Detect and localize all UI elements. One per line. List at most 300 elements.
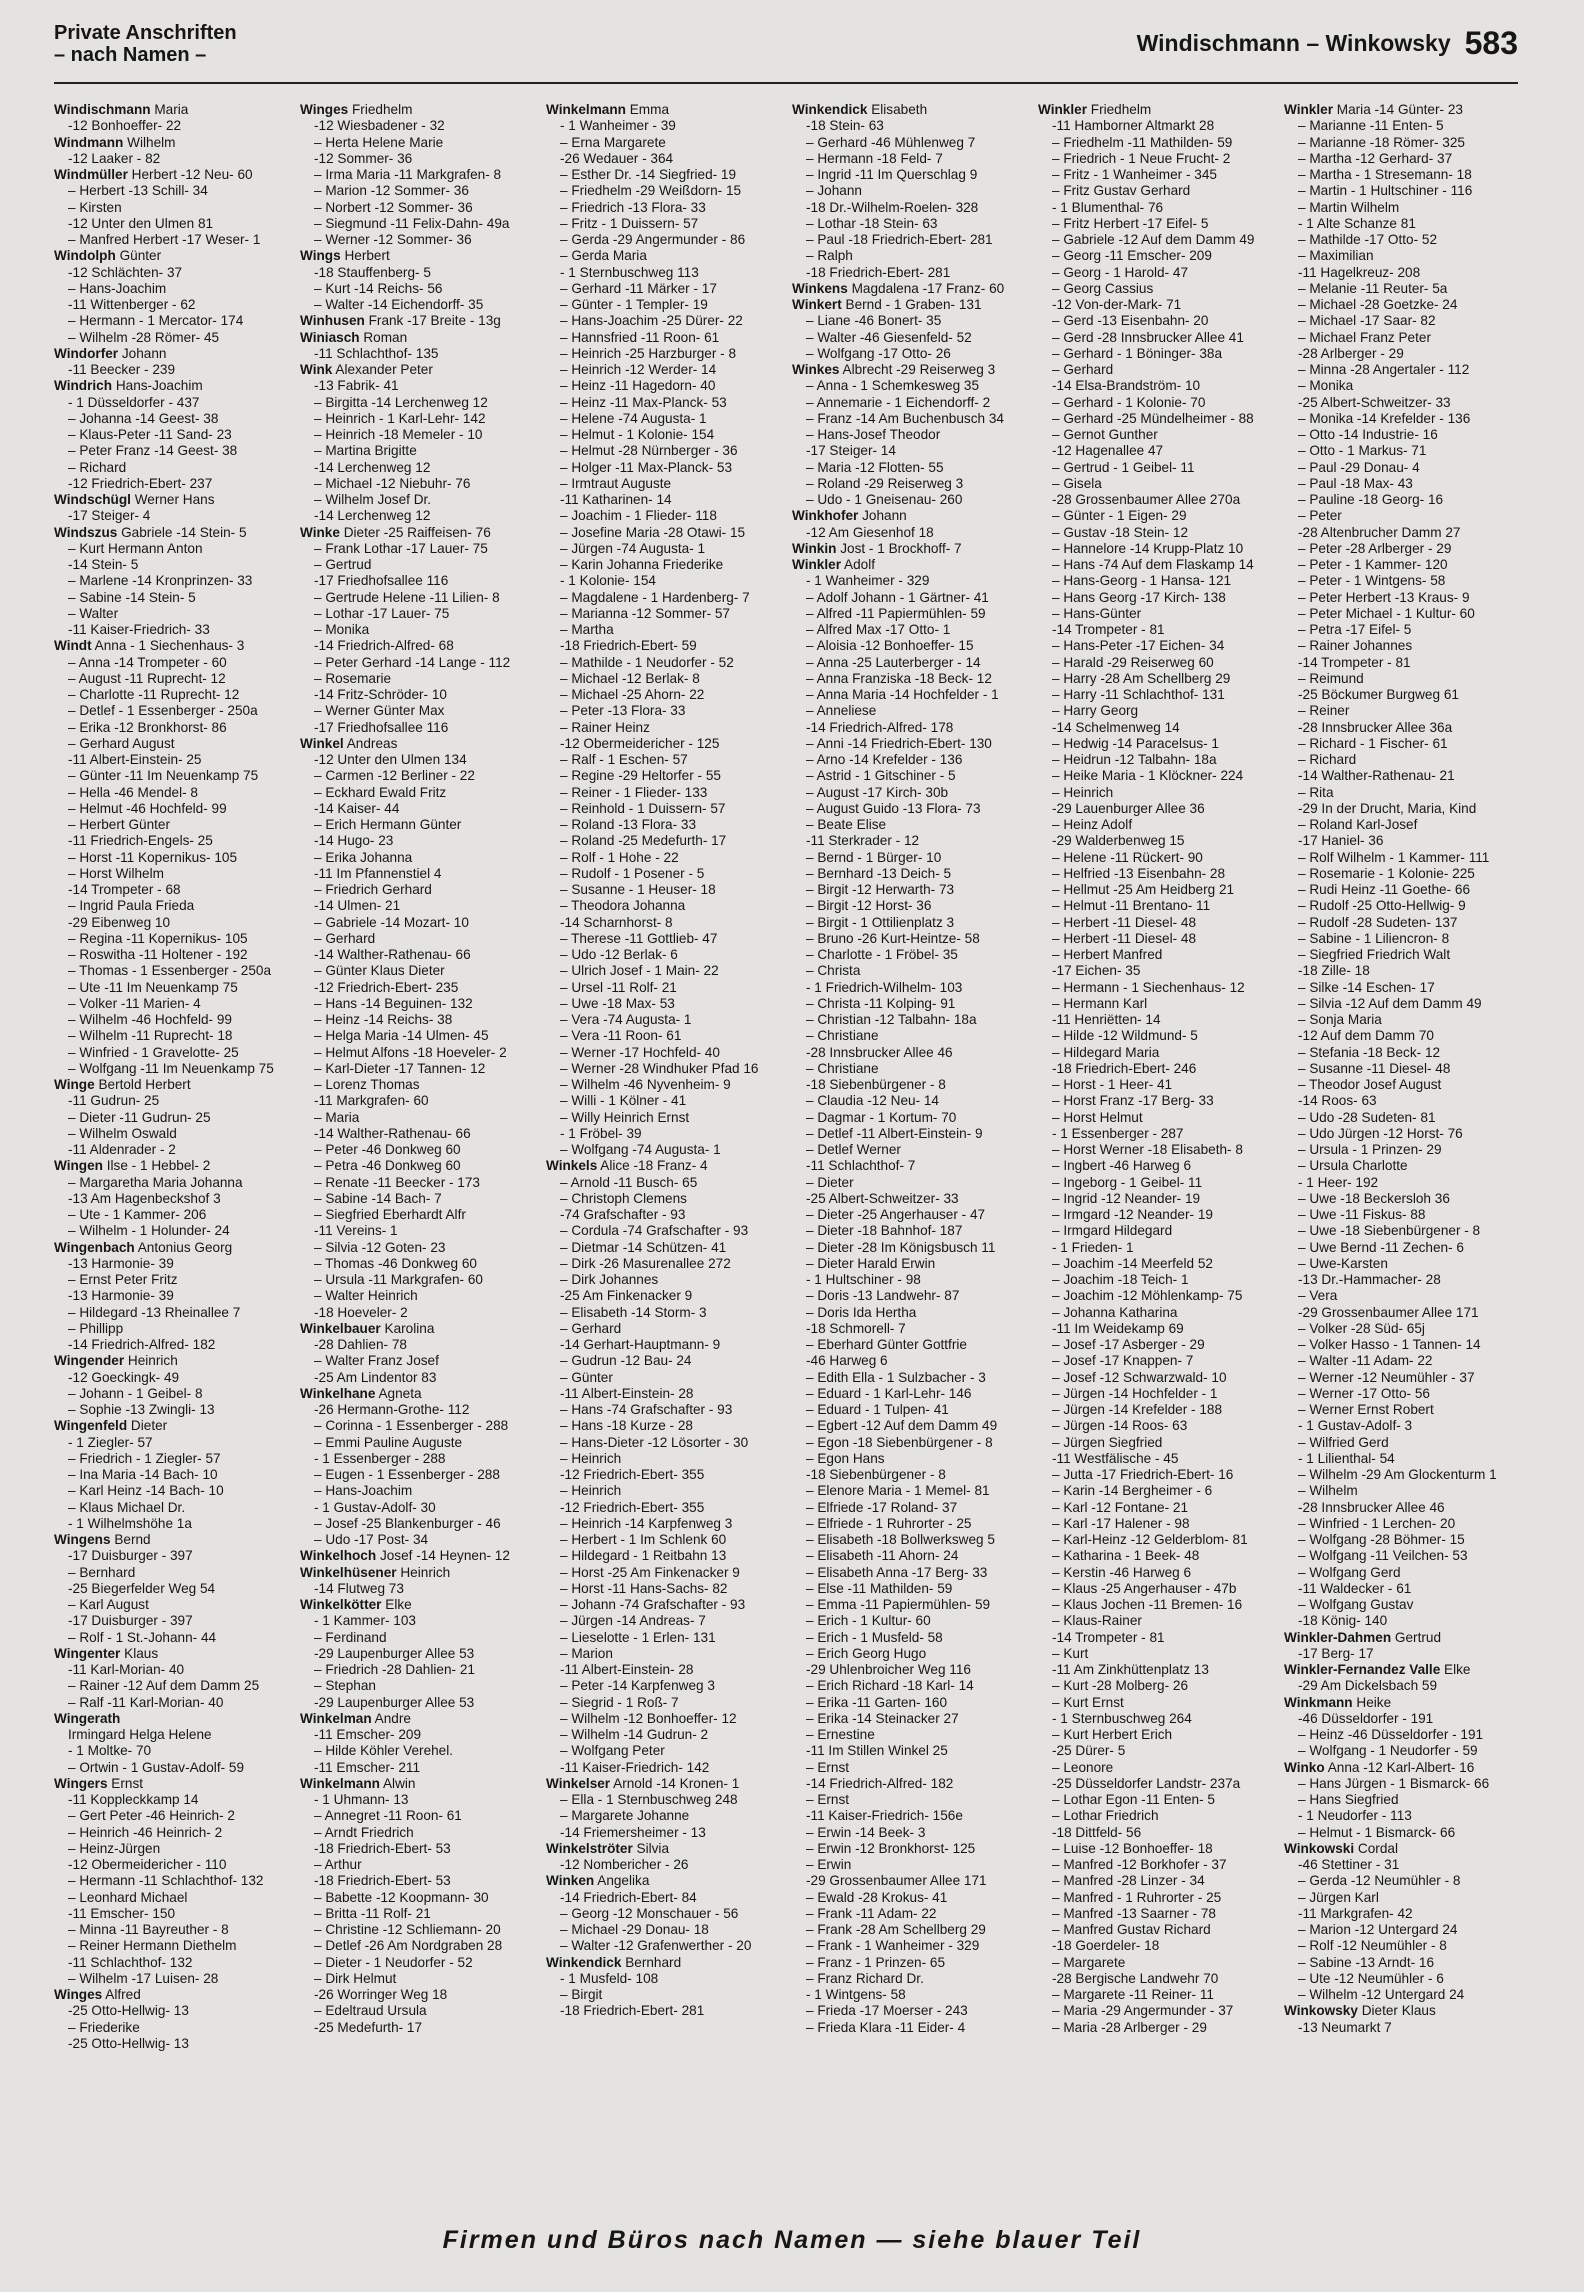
entry-text: Elisabeth bbox=[871, 102, 928, 117]
directory-entry-line bbox=[1284, 281, 1518, 297]
directory-entry-line bbox=[300, 492, 538, 508]
directory-entry-surname bbox=[54, 1711, 292, 1727]
entry-text: Johann bbox=[862, 508, 907, 524]
directory-entry-line bbox=[54, 232, 292, 248]
entry-text: – Wolfgang -11 Veilchen- 53 bbox=[1298, 1548, 1468, 1564]
entry-text: – Volker Hasso - 1 Tannen- 14 bbox=[1298, 1337, 1481, 1352]
directory-entry-line bbox=[54, 687, 292, 703]
entry-text: – Emmi Pauline Auguste bbox=[314, 1434, 463, 1450]
directory-entry-line bbox=[1038, 1711, 1276, 1727]
entry-text: -11 Kaiser-Friedrich- 142 bbox=[560, 1759, 710, 1775]
entry-text: – Gerda -12 Neumühler - 8 bbox=[1298, 1873, 1461, 1889]
directory-entry-line bbox=[54, 1808, 292, 1824]
entry-text: – Sabine -14 Stein- 5 bbox=[68, 589, 196, 605]
directory-entry-line bbox=[792, 167, 1030, 183]
entry-text: – Babette -12 Koopmann- 30 bbox=[314, 1889, 489, 1905]
entry-text: – Rolf - 1 St.-Johann- 44 bbox=[68, 1629, 217, 1645]
entry-text: – Hermann Karl bbox=[1052, 995, 1148, 1011]
directory-entry-line bbox=[300, 1792, 538, 1808]
directory-entry-line bbox=[546, 1012, 784, 1028]
entry-text: – Hans -74 Grafschafter - 93 bbox=[560, 1402, 733, 1417]
entry-text: – August -11 Ruprecht- 12 bbox=[68, 670, 226, 686]
entry-text: -14 Kaiser- 44 bbox=[314, 800, 400, 816]
surname: Winkler bbox=[792, 557, 841, 572]
directory-entry-line bbox=[1284, 411, 1518, 427]
directory-entry-line bbox=[1038, 395, 1276, 411]
entry-text: Anna - 1 Siechenhaus- 3 bbox=[94, 638, 245, 654]
directory-entry-line bbox=[300, 2003, 538, 2019]
directory-entry-surname bbox=[54, 135, 292, 151]
directory-entry-line bbox=[1038, 915, 1276, 931]
entry-text: – Manfred -28 Linzer - 34 bbox=[1052, 1873, 1205, 1889]
directory-entry-surname bbox=[54, 1532, 292, 1548]
entry-text: – Ferdinand bbox=[314, 1629, 387, 1645]
entry-text: – Günter bbox=[560, 1369, 613, 1385]
entry-text: – Peter -28 Arlberger - 29 bbox=[1298, 540, 1452, 556]
entry-text: – Günter Klaus Dieter bbox=[314, 963, 445, 979]
entry-text: – Udo -12 Berlak- 6 bbox=[560, 947, 678, 962]
entry-text: -25 Otto-Hellwig- 13 bbox=[68, 2003, 189, 2019]
directory-entry-line bbox=[300, 557, 538, 573]
directory-entry-line bbox=[792, 1662, 1030, 1678]
surname: Winkert bbox=[792, 297, 842, 312]
entry-text: -14 Flutweg 73 bbox=[314, 1580, 404, 1596]
entry-text: – Stefania -18 Beck- 12 bbox=[1298, 1044, 1441, 1060]
entry-text: -12 Laaker - 82 bbox=[68, 150, 161, 166]
entry-text: – Wolfgang Gustav bbox=[1298, 1597, 1414, 1612]
directory-entry-surname bbox=[1284, 1630, 1518, 1646]
entry-text: – Winfried - 1 Gravelotte- 25 bbox=[68, 1044, 239, 1060]
directory-entry-line bbox=[1284, 183, 1518, 199]
directory-entry-line bbox=[546, 1971, 784, 1987]
entry-text: – Anni -14 Friedrich-Ebert- 130 bbox=[806, 735, 992, 751]
directory-entry-line bbox=[54, 557, 292, 573]
entry-text: – Mathilde -17 Otto- 52 bbox=[1298, 232, 1438, 247]
entry-text: – Franz - 1 Prinzen- 65 bbox=[806, 1954, 946, 1970]
directory-entry-line bbox=[1284, 1418, 1518, 1434]
entry-text: – Joachim -12 Möhlenkamp- 75 bbox=[1052, 1288, 1243, 1304]
entry-text: – Werner -17 Otto- 56 bbox=[1298, 1385, 1430, 1401]
entry-text: -28 Innsbrucker Allee 36a bbox=[1298, 719, 1453, 735]
entry-text: – Hans Jürgen - 1 Bismarck- 66 bbox=[1298, 1775, 1490, 1791]
directory-entry-line bbox=[300, 1288, 538, 1304]
directory-entry-line bbox=[54, 590, 292, 606]
entry-text: – Peter Franz -14 Geest- 38 bbox=[68, 443, 238, 459]
entry-text: – Norbert -12 Sommer- 36 bbox=[314, 199, 473, 215]
directory-entry-line bbox=[300, 427, 538, 443]
entry-text: – Detlef Werner bbox=[806, 1142, 901, 1157]
directory-entry-line bbox=[54, 1662, 292, 1678]
directory-entry-line bbox=[1284, 362, 1518, 378]
directory-entry-line bbox=[1284, 1971, 1518, 1987]
entry-text: -18 Friedrich-Ebert- 59 bbox=[560, 638, 697, 654]
entry-text: – Joachim -18 Teich- 1 bbox=[1052, 1272, 1189, 1287]
entry-text: - 1 Essenberger - 288 bbox=[314, 1450, 446, 1466]
directory-entry-line bbox=[1038, 638, 1276, 654]
directory-entry-line bbox=[546, 752, 784, 768]
entry-text: – Helfried -13 Eisenbahn- 28 bbox=[1052, 865, 1226, 881]
entry-text: – Werner -17 Hochfeld- 40 bbox=[560, 1044, 720, 1060]
surname: Winkler-Dahmen bbox=[1284, 1629, 1392, 1645]
entry-text: – Uwe-Karsten bbox=[1298, 1255, 1388, 1271]
entry-text: -11 Vereins- 1 bbox=[314, 1223, 398, 1239]
directory-entry-line bbox=[1284, 1175, 1518, 1191]
directory-entry-line bbox=[546, 232, 784, 248]
entry-text: – Gerhard -25 Mündelheimer - 88 bbox=[1052, 410, 1254, 426]
directory-entry-line bbox=[300, 1727, 538, 1743]
entry-text: – Christa bbox=[806, 963, 861, 979]
entry-text: -14 Friedrich-Alfred- 182 bbox=[68, 1337, 216, 1352]
entry-text: – Christine -12 Schliemann- 20 bbox=[314, 1922, 501, 1937]
directory-entry-line bbox=[546, 281, 784, 297]
entry-text: Magdalena -17 Franz- 60 bbox=[851, 280, 1005, 296]
entry-text: – Hans-Joachim bbox=[68, 280, 167, 296]
entry-text: -17 Duisburger - 397 bbox=[68, 1548, 193, 1564]
directory-entry-line bbox=[1284, 1743, 1518, 1759]
entry-text: - 1 Friedrich-Wilhelm- 103 bbox=[806, 979, 963, 995]
entry-text: - 1 Gustav-Adolf- 3 bbox=[1298, 1418, 1413, 1434]
directory-entry-line bbox=[792, 1695, 1030, 1711]
entry-text: -11 Kaiser-Friedrich- 156e bbox=[806, 1808, 963, 1824]
directory-entry-line bbox=[300, 817, 538, 833]
entry-text: – Gabriele -14 Mozart- 10 bbox=[314, 914, 469, 930]
directory-entry-surname bbox=[300, 525, 538, 541]
entry-text: -18 Siebenbürgener - 8 bbox=[806, 1467, 946, 1482]
entry-text: – Britta -11 Rolf- 21 bbox=[314, 1905, 431, 1921]
entry-text: – Johann -74 Grafschafter - 93 bbox=[560, 1597, 746, 1612]
directory-entry-line bbox=[54, 996, 292, 1012]
directory-entry-line bbox=[1038, 1093, 1276, 1109]
entry-text: – Wilhelm -12 Bonhoeffer- 12 bbox=[560, 1710, 737, 1726]
directory-entry-line bbox=[54, 541, 292, 557]
entry-text: -14 Friemersheimer - 13 bbox=[560, 1824, 706, 1840]
surname: Winkelströter bbox=[546, 1840, 633, 1856]
entry-text: -17 Duisburger - 397 bbox=[68, 1613, 193, 1629]
directory-entry-line bbox=[792, 915, 1030, 931]
directory-entry-line bbox=[300, 1158, 538, 1174]
surname: Wings bbox=[300, 248, 341, 264]
directory-entry-line bbox=[54, 1743, 292, 1759]
entry-text: – Horst -11 Kopernikus- 105 bbox=[68, 849, 237, 865]
directory-entry-line bbox=[546, 736, 784, 752]
entry-text: – Friedrich - 1 Neue Frucht- 2 bbox=[1052, 150, 1231, 166]
entry-text: - 1 Essenberger - 287 bbox=[1052, 1125, 1184, 1141]
directory-entry-line bbox=[54, 1093, 292, 1109]
directory-entry-line bbox=[1284, 947, 1518, 963]
directory-entry-line bbox=[1038, 655, 1276, 671]
entry-text: – Arthur bbox=[314, 1857, 362, 1872]
entry-text: – Kurt -14 Reichs- 56 bbox=[314, 280, 443, 296]
directory-entry-surname bbox=[300, 313, 538, 329]
directory-entry-line bbox=[300, 1305, 538, 1321]
directory-entry-line bbox=[300, 573, 538, 589]
directory-entry-line bbox=[546, 996, 784, 1012]
directory-entry-line bbox=[546, 525, 784, 541]
entry-text: – Mathilde - 1 Neudorfer - 52 bbox=[560, 654, 734, 670]
entry-text: - 1 Heer- 192 bbox=[1298, 1174, 1379, 1190]
directory-entry-line bbox=[1038, 443, 1276, 459]
surname: Windolph bbox=[54, 248, 116, 264]
entry-text: – Hedwig -14 Paracelsus- 1 bbox=[1052, 735, 1219, 751]
entry-text: – Volker -28 Süd- 65j bbox=[1298, 1320, 1425, 1336]
directory-entry-line bbox=[1038, 996, 1276, 1012]
entry-text: – Udo -28 Sudeten- 81 bbox=[1298, 1109, 1436, 1125]
entry-text: – Frank Lothar -17 Lauer- 75 bbox=[314, 540, 488, 556]
entry-text: – Detlef -26 Am Nordgraben 28 bbox=[314, 1938, 503, 1954]
directory-entry-line bbox=[54, 1028, 292, 1044]
directory-entry-line bbox=[792, 1256, 1030, 1272]
entry-text: Klaus bbox=[124, 1645, 159, 1661]
directory-entry-line bbox=[1038, 720, 1276, 736]
entry-text: – Ursula -11 Markgrafen- 60 bbox=[314, 1272, 483, 1287]
entry-text: – Klaus-Rainer bbox=[1052, 1613, 1142, 1629]
directory-entry-line bbox=[1284, 135, 1518, 151]
entry-text: – Frieda -17 Moerser - 243 bbox=[806, 2003, 968, 2019]
entry-text: – Fritz Herbert -17 Eifel- 5 bbox=[1052, 215, 1209, 231]
entry-text: – Bruno -26 Kurt-Heintze- 58 bbox=[806, 930, 980, 946]
entry-text: – Günter -11 Im Neuenkamp 75 bbox=[68, 768, 259, 784]
directory-entry-line bbox=[54, 330, 292, 346]
directory-entry-line bbox=[54, 1548, 292, 1564]
entry-text: – Ralph bbox=[806, 248, 853, 264]
entry-text: – Hannsfried -11 Roon- 61 bbox=[560, 329, 720, 345]
entry-text: – Regine -29 Heltorfer - 55 bbox=[560, 768, 721, 784]
entry-text: – Irma Maria -11 Markgrafen- 8 bbox=[314, 167, 502, 182]
directory-entry-line bbox=[546, 963, 784, 979]
directory-entry-surname bbox=[300, 362, 538, 378]
entry-text: -25 Albert-Schweitzer- 33 bbox=[1298, 394, 1451, 410]
entry-text: – Werner Günter Max bbox=[314, 703, 445, 719]
entry-text: – Horst Franz -17 Berg- 33 bbox=[1052, 1093, 1214, 1109]
directory-entry-line bbox=[300, 1971, 538, 1987]
directory-entry-line bbox=[1284, 768, 1518, 784]
directory-entry-line bbox=[1038, 281, 1276, 297]
directory-entry-line bbox=[792, 931, 1030, 947]
directory-entry-line bbox=[1038, 817, 1276, 833]
directory-entry-line bbox=[54, 1110, 292, 1126]
directory-entry-line bbox=[546, 1760, 784, 1776]
entry-text: – Dieter - 1 Neudorfer - 52 bbox=[314, 1954, 473, 1970]
directory-entry-line bbox=[300, 866, 538, 882]
directory-entry-line bbox=[792, 151, 1030, 167]
directory-entry-line bbox=[1284, 655, 1518, 671]
entry-text: Albrecht -29 Reiserweg 3 bbox=[842, 362, 996, 377]
entry-text: – Wilhelm Oswald bbox=[68, 1125, 177, 1141]
directory-entry-line bbox=[300, 1938, 538, 1954]
directory-entry-line bbox=[300, 1760, 538, 1776]
entry-text: – Gudrun -12 Bau- 24 bbox=[560, 1353, 692, 1369]
entry-text: – Josef -12 Schwarzwald- 10 bbox=[1052, 1369, 1227, 1385]
entry-text: – Sabine - 1 Liliencron- 8 bbox=[1298, 930, 1450, 946]
directory-entry-line bbox=[300, 1451, 538, 1467]
entry-text: -12 Friedrich-Ebert- 235 bbox=[314, 979, 459, 995]
entry-text: – Ursula Charlotte bbox=[1298, 1158, 1408, 1174]
directory-entry-line bbox=[54, 1971, 292, 1987]
entry-text: – Rainer Heinz bbox=[560, 719, 650, 735]
directory-entry-surname bbox=[54, 248, 292, 264]
directory-entry-line bbox=[546, 980, 784, 996]
directory-entry-line bbox=[792, 1532, 1030, 1548]
entry-text: -18 Dittfeld- 56 bbox=[1052, 1824, 1142, 1840]
entry-text: – Frank - 1 Wanheimer - 329 bbox=[806, 1938, 980, 1954]
entry-text: -18 Friedrich-Ebert- 281 bbox=[560, 2003, 705, 2019]
entry-text: – Lothar -18 Stein- 63 bbox=[806, 215, 938, 231]
directory-entry-line bbox=[300, 1110, 538, 1126]
entry-text: – Sabine -14 Bach- 7 bbox=[314, 1190, 442, 1206]
directory-entry-line bbox=[300, 1857, 538, 1873]
directory-entry-line bbox=[300, 898, 538, 914]
directory-entry-line bbox=[1038, 1402, 1276, 1418]
entry-text: – Gerhard bbox=[1052, 362, 1114, 377]
directory-entry-line bbox=[1038, 947, 1276, 963]
directory-entry-line bbox=[546, 1321, 784, 1337]
directory-entry-line bbox=[54, 460, 292, 476]
directory-entry-line bbox=[54, 1906, 292, 1922]
surname: Winkendick bbox=[546, 1954, 622, 1970]
directory-entry-line bbox=[1284, 1093, 1518, 1109]
directory-entry-line bbox=[1038, 541, 1276, 557]
entry-text: -29 Lauenburger Allee 36 bbox=[1052, 800, 1205, 816]
directory-entry-line bbox=[546, 1077, 784, 1093]
directory-entry-line bbox=[546, 573, 784, 589]
directory-entry-line bbox=[1284, 980, 1518, 996]
directory-entry-line bbox=[546, 1808, 784, 1824]
directory-entry-line bbox=[300, 2020, 538, 2036]
directory-entry-line bbox=[300, 996, 538, 1012]
entry-text: - 1 Hultschiner - 98 bbox=[806, 1272, 921, 1287]
directory-entry-line bbox=[546, 1370, 784, 1386]
entry-text: - 1 Blumenthal- 76 bbox=[1052, 199, 1164, 215]
entry-text: – Carmen -12 Berliner - 22 bbox=[314, 768, 475, 784]
entry-text: – Melanie -11 Reuter- 5a bbox=[1298, 280, 1448, 296]
entry-text: – Anna - 1 Schemkesweg 35 bbox=[806, 378, 980, 394]
directory-entry-line bbox=[1284, 1613, 1518, 1629]
directory-entry-line bbox=[546, 671, 784, 687]
surname: Winkin bbox=[792, 540, 837, 556]
entry-text: -26 Worringer Weg 18 bbox=[314, 1987, 448, 2002]
entry-text: -11 Emscher- 209 bbox=[314, 1727, 422, 1742]
entry-text: – Franz Richard Dr. bbox=[806, 1970, 924, 1986]
directory-entry-line bbox=[792, 1841, 1030, 1857]
entry-text: – Charlotte - 1 Fröbel- 35 bbox=[806, 947, 958, 962]
directory-entry-line bbox=[1038, 183, 1276, 199]
entry-text: Roman bbox=[363, 329, 408, 345]
directory-entry-line bbox=[1284, 476, 1518, 492]
entry-text: - 1 Kammer- 103 bbox=[314, 1613, 416, 1629]
entry-text: – Manfred - 1 Ruhrorter - 25 bbox=[1052, 1889, 1222, 1905]
entry-text: – Gerhard -11 Märker - 17 bbox=[560, 280, 717, 296]
entry-text: – Frank -11 Adam- 22 bbox=[806, 1905, 937, 1921]
directory-entry-line bbox=[54, 882, 292, 898]
directory-entry-line bbox=[792, 1142, 1030, 1158]
entry-text: -14 Hugo- 23 bbox=[314, 833, 394, 849]
directory-entry-line bbox=[300, 346, 538, 362]
entry-text: – Gerhard -46 Mühlenweg 7 bbox=[806, 134, 976, 150]
directory-entry-line bbox=[792, 1321, 1030, 1337]
directory-entry-surname bbox=[300, 102, 538, 118]
directory-entry-line bbox=[300, 1483, 538, 1499]
directory-entry-line bbox=[300, 1516, 538, 1532]
directory-entry-line bbox=[54, 1045, 292, 1061]
entry-text: Herbert -12 Neu- 60 bbox=[131, 167, 253, 182]
directory-entry-line bbox=[1284, 703, 1518, 719]
directory-entry-line bbox=[546, 1646, 784, 1662]
directory-entry-line bbox=[792, 1711, 1030, 1727]
entry-text: – Margarete -11 Reiner- 11 bbox=[1052, 1987, 1214, 2002]
entry-text: – Wolfgang Peter bbox=[560, 1743, 665, 1759]
directory-entry-surname bbox=[792, 362, 1030, 378]
directory-entry-line bbox=[1284, 963, 1518, 979]
directory-entry-line bbox=[792, 1776, 1030, 1792]
directory-entry-line bbox=[546, 1240, 784, 1256]
entry-text: -11 Karl-Morian- 40 bbox=[68, 1662, 185, 1677]
entry-text: – Martha - 1 Stresemann- 18 bbox=[1298, 167, 1472, 182]
entry-text: – Herta Helene Marie bbox=[314, 134, 444, 150]
directory-entry-line bbox=[546, 1743, 784, 1759]
directory-entry-line bbox=[792, 1207, 1030, 1223]
directory-entry-line bbox=[300, 1272, 538, 1288]
directory-entry-line bbox=[1038, 1305, 1276, 1321]
directory-entry-line bbox=[1284, 1402, 1518, 1418]
entry-text: – Heinrich bbox=[560, 1483, 622, 1499]
directory-entry-line bbox=[54, 200, 292, 216]
entry-text: – Annegret -11 Roon- 61 bbox=[314, 1808, 462, 1824]
entry-text: -46 Düsseldorfer - 191 bbox=[1298, 1710, 1434, 1726]
entry-text: -12 Am Giesenhof 18 bbox=[806, 524, 934, 540]
entry-text: – Kurt -28 Molberg- 26 bbox=[1052, 1678, 1189, 1694]
directory-entry-line bbox=[1284, 427, 1518, 443]
directory-entry-line bbox=[300, 1337, 538, 1353]
entry-text: – Reiner Hermann Diethelm bbox=[68, 1938, 237, 1954]
entry-text: – Manfred Herbert -17 Weser- 1 bbox=[68, 232, 261, 247]
entry-text: Cordal bbox=[1357, 1840, 1398, 1856]
entry-text: – Peter Herbert -13 Kraus- 9 bbox=[1298, 589, 1470, 605]
entry-text: – Bernd - 1 Bürger- 10 bbox=[806, 849, 942, 865]
entry-text: – Friedrich -28 Dahlien- 21 bbox=[314, 1662, 475, 1677]
entry-text: – Theodor Josef August bbox=[1298, 1077, 1442, 1092]
entry-text: Dieter Klaus bbox=[1361, 2003, 1436, 2019]
directory-entry-line bbox=[792, 1873, 1030, 1889]
entry-text: -29 Eibenweg 10 bbox=[68, 914, 171, 930]
entry-text: – Minna -11 Bayreuther - 8 bbox=[68, 1922, 229, 1937]
directory-entry-line bbox=[54, 2003, 292, 2019]
directory-entry-line bbox=[300, 1045, 538, 1061]
directory-entry-line bbox=[1284, 200, 1518, 216]
directory-entry-line bbox=[300, 1808, 538, 1824]
directory-entry-line bbox=[54, 1451, 292, 1467]
entry-text: – Hans-Günter bbox=[1052, 605, 1142, 621]
directory-entry-line bbox=[546, 1597, 784, 1613]
directory-entry-line bbox=[792, 395, 1030, 411]
entry-text: – Peter -14 Karpfenweg 3 bbox=[560, 1678, 715, 1694]
surname: Wingender bbox=[54, 1353, 125, 1369]
entry-text: Josef -14 Heynen- 12 bbox=[379, 1548, 510, 1564]
entry-text: – Heinrich bbox=[1052, 784, 1114, 800]
entry-text: – Manfred Gustav Richard bbox=[1052, 1922, 1211, 1937]
name-range-header bbox=[1136, 25, 1518, 61]
entry-text: – Herbert Günter bbox=[68, 817, 170, 832]
entry-text: – Helmut - 1 Kolonie- 154 bbox=[560, 427, 715, 442]
entry-text: – Rita bbox=[1298, 784, 1334, 800]
directory-entry-surname bbox=[546, 1955, 784, 1971]
entry-text: – Gernot Gunther bbox=[1052, 427, 1158, 442]
entry-text: – Ernst bbox=[806, 1759, 850, 1775]
surname: Winges bbox=[54, 1987, 103, 2002]
entry-text: – Harry -28 Am Schellberg 29 bbox=[1052, 670, 1231, 686]
directory-entry-line bbox=[300, 476, 538, 492]
entry-text: – Frank -28 Am Schellberg 29 bbox=[806, 1922, 986, 1937]
entry-text: – Dieter bbox=[806, 1174, 854, 1190]
